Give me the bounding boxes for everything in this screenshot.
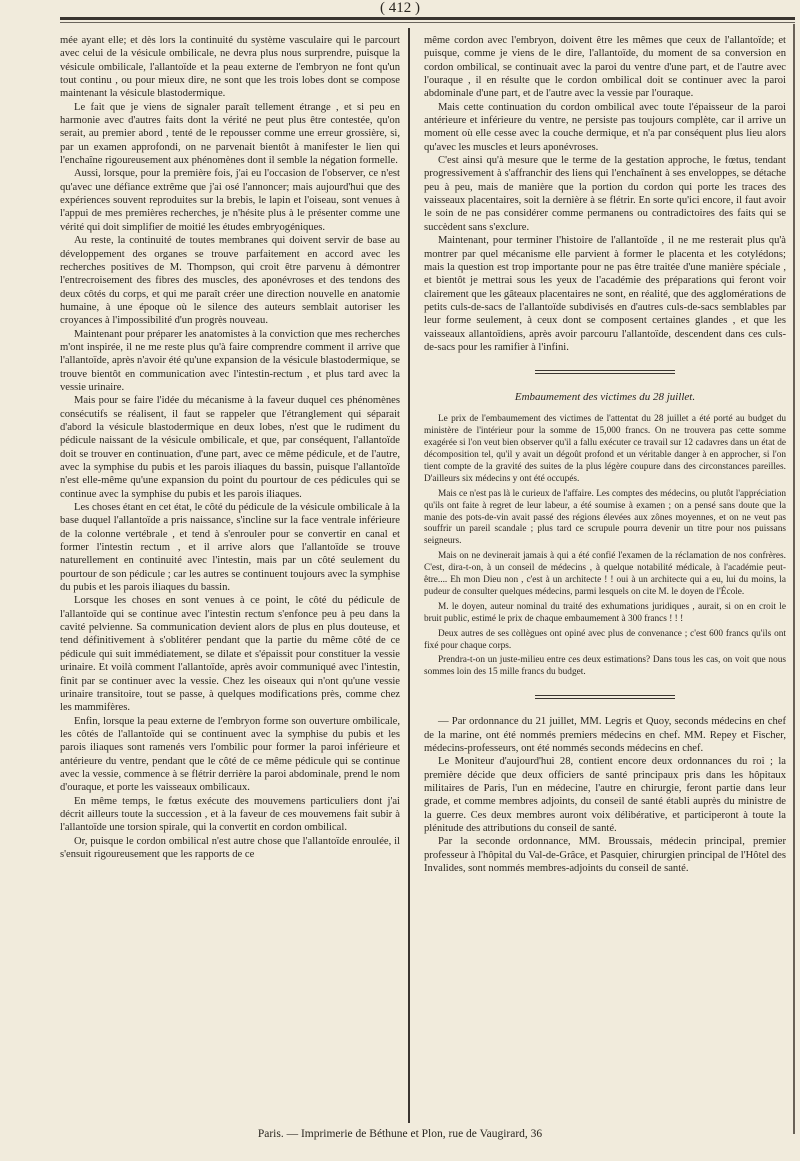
right-paragraph: Mais cette continuation du cordon ombilical avec toute l'épaisseur de la paroi antérieure et inférieure du ventre, ne persiste pas toujours complète, car il arrive un moment où elle cesse avec la couche dermique, et n'a par conséquent plus lieu alors qu'avec les muscles et leurs aponévroses. [424,101,786,153]
right-paragraph: C'est ainsi qu'à mesure que le terme de la gestation approche, le fœtus, tendant progressivement à s'affranchir des liens qui l'enchaînent à ses enveloppes, se détache peu à peu, mais de manière que la portion du cordon qui porte les traces des vaisseaux placentaires, soit la dernière à se flétrir. En sorte qu'ici encore, il faut avoir le soin de ne pas considérer comme permanens ou contradictoires des faits qui se succèdent sans s'exclure. [424,155,786,233]
header-rule-thin [60,22,795,23]
header-rule [60,17,795,20]
small-paragraph: Prendra-t-on un juste-milieu entre ces deux estimations? Dans tous les cas, on voit que nous sommes loin des 15 mille francs du budget. [424,655,786,678]
small-paragraph: M. le doyen, auteur nominal du traité des exhumations juridiques , aurait, si on en croit le bruit public, estimé le prix de chaque embaumement à 300 francs ! ! ! [424,601,786,624]
right-column [424,34,786,875]
page-number: ( 412 ) [380,0,420,16]
news-paragraph: — Par ordonnance du 21 juillet, MM. Legris et Quoy, seconds médecins en chef de la marine, ont été nommés premiers médecins en chef. MM. Repey et Fischer, médecins-professeurs, ont été nommés seconds médecins en chef. [424,716,786,754]
left-paragraph: Enfin, lorsque la peau externe de l'embryon forme son ouverture ombilicale, les côtés de l'allantoïde qui se continuent avec la symphise du pubis et les parois iliaques sont ramenés vers l'ombilic pour former la paroi inférieure et antérieure du ventre, pendant que le côté de ce même pédicule qui se continue avec la vessie, commence à se flétrir derrière la paroi abdominale, prend le nom d'ouraque, et porte les vaisseaux ombilicaux. [60,715,400,794]
news-items [424,715,786,875]
right-paragraph: Maintenant, pour terminer l'histoire de l'allantoïde , il ne me resterait plus qu'à montrer par quel mécanisme elle parvient à former le placenta et les cotylédons; mais la question est trop importante pour ne pas être traitée d'une manière spéciale , et bientôt je mettrai sous les yeux de l'académie des préparations qui feront voir clairement que les gâteaux placentaires ne sont, en réalité, que des agglomérations de petits culs-de-sacs de l'allantoïde subdivisés en d'autres culs-de-sacs semblables par leur forme seulement, à ceux dont se composent certaines glandes , et que les vaisseaux allantoïdiens, après avoir parcouru l'allantoïde, descendent dans ces culs-de-sacs pour les ramifier à l'infini. [424,235,786,353]
left-paragraph: Maintenant pour préparer les anatomistes à la conviction que mes recherches m'ont inspirée, il ne me reste plus qu'à faire comprendre comment il arrive que l'allantoïde, après n'avoir été qu'une expansion de la vésicule blastodermique, se trouve bientôt en communication avec l'intestin-rectum , et plus tard avec la vessie urinaire. [60,328,400,393]
small-paragraph: Mais ce n'est pas là le curieux de l'affaire. Les comptes des médecins, ou plutôt l'appréciation qu'ils ont faite à regret de leur labeur, a été soumise à examen ; on a pensé sans doute que la manie des pots-de-vin avait passé des régions élevées aux zônes moyennes, et on ne veut pas souffrir un pareil scandale ; plus tard ce scrupule pourra devenir un titre pour nos puissans seigneurs. [424,488,786,547]
left-paragraph: En même temps, le fœtus exécute des mouvemens particuliers dont j'ai décrit ailleurs toute la succession , et à la faveur de ces mouvemens fait subir à l'allantoïde une torsion spirale, qui la convertit en cordon ombilical. [60,795,400,834]
right-paragraph: même cordon avec l'embryon, doivent être les mêmes que ceux de l'allantoïde; et puisque, comme je viens de le dire, l'allantoïde, du moment de sa conversion en cordon ombilical, se continuait avec la paroi du ventre d'une part, et de l'autre avec l'ouraque , il en résulte que le cordon ombilical doit se continuer avec la paroi abdominale d'une part, et de l'autre avec la vessie par l'ouraque. [424,35,786,100]
news-paragraph: Par la seconde ordonnance, MM. Broussais, médecin principal, premier professeur à l'hôpital du Val-de-Grâce, et Pasquier, chirurgien principal de l'Hôtel des Invalides, sont nommés membres-adjoints du conseil de santé. [424,836,786,875]
section-separator [535,695,675,699]
small-paragraph: Le prix de l'embaumement des victimes de l'attentat du 28 juillet a été porté au budget du ministère de l'intérieur pour la somme de 15,000 francs. On ne trouvera pas cette somme exagérée si l'on veut bien observer qu'il a fallu exécuter ce travail sur 12 cadavres dans un état de décomposition tel, qu'il y avait un dégoût profond et un véritable danger à en approcher, si l'on tient compte de la gravité des suites de la plus légère coupure dans des circonstances pareilles. D'ailleurs six médecins y ont été occupés. [424,414,786,484]
page-edge [793,24,795,1134]
left-paragraph: Aussi, lorsque, pour la première fois, j'ai eu l'occasion de l'observer, ce n'est qu'avec une défiance extrême que j'ai osé l'annoncer; mais aujourd'hui que des expériences souvent reproduites sur la brebis, le lapin et l'oiseau, sont venues à l'appui de mes premières recherches, je n'hésite plus à le présenter comme une vérité qui doit simplifier de moitié les études embryogéniques. [60,168,400,233]
embalming-article [424,414,786,679]
section-separator [535,370,675,374]
left-paragraph: Le fait que je viens de signaler paraît tellement étrange , et si peu en harmonie avec d'autres faits dont la vérité ne peut plus être contestée, qu'on serait, au premier abord , tenté de le repousser comme une erreur grossière, si, par un examen approfondi, on ne parvenait bientôt à manifester le lien qui l'enchaîne rigoureusement aux phénomènes dont il semble la négation formelle. [60,101,400,167]
column-divider [408,28,410,1123]
left-paragraph: Or, puisque le cordon ombilical n'est autre chose que l'allantoïde enroulée, il s'ensuit rigoureusement que les rapports de ce [60,835,400,860]
left-column [60,34,400,861]
news-paragraph: Le Moniteur d'aujourd'hui 28, contient encore deux ordonnances du roi ; la première décide que deux officiers de santé principaux pris dans les hôpitaux militaires de Paris, l'un en médecine, l'autre en chirurgie, feront partie dans leur grade, et comme membres adjoints, du conseil de santé établi auprès du ministre de la guerre. Ces deux membres auront voix délibérative, et participeront à toute la plénitude des attributions du conseil de santé. [424,756,786,835]
small-paragraph: Mais on ne devinerait jamais à qui a été confié l'examen de la réclamation de nos confrères. C'est, dira-t-on, à un conseil de médecins , à quelque notabilité médicale, à l'académie peut-être.... Eh mon Dieu non , c'est à un architecte ! ! oui à un architecte qui a eu, lui du moins, la pudeur de consulter quelques médecins, parmi lesquels on cite M. le doyen de l'École. [424,551,786,597]
printer-footer: Paris. — Imprimerie de Béthune et Plon, rue de Vaugirard, 36 [257,1128,543,1140]
left-paragraph: mée ayant elle; et dès lors la continuité du système vasculaire qui le parcourt avec celui de la vésicule ombilicale, ne devra plus nous surprendre, puisque la vésicule ombilicale, l'allantoïde et la peau externe de l'embryon ne font qu'un tout continu , ou pour mieux dire, ne sont que les trois lobes dont se compose maintenant la vésicule blastodermique. [60,35,400,100]
small-paragraph: Deux autres de ses collègues ont opiné avec plus de convenance ; c'est 600 francs qu'ils ont fixé pour chaque corps. [424,628,786,651]
left-paragraph: Lorsque les choses en sont venues à ce point, le côté du pédicule de l'allantoïde qui se continue avec l'intestin rectum s'enfonce peu à peu dans la cavité pelvienne. Sa communication devient alors de plus en plus douteuse, et tend définitivement à s'oblitérer pendant que la partie du même côté de ce pédicule qui suit immédiatement, se dilate et s'épaissit pour constituer la vessie urinaire. Et voilà comment l'allantoïde, après avoir communiqué avec l'intestin, finit par se continuer avec la vessie. Chez les oiseaux qui n'ont qu'une vessie urinaire transitoire, tout se passe, à quelques modifications près, comme chez les mammifères. [60,595,400,714]
left-paragraph: Au reste, la continuité de toutes membranes qui doivent servir de base au développement des organes se trouve parfaitement en accord avec les recherches positives de M. Thompson, qui croit être parvenu à démontrer l'entrecroisement des fibres des muscles, des aponévroses et des tendons des deux côtés du corps, et qui me paraît créer une direction nouvelle en anatomie humaine, à une époque où le silence des auteurs semblait autoriser les croyances à l'impossibilité d'un progrès nouveau. [60,235,400,327]
section-title: Embaumement des victimes du 28 juillet. [514,391,696,404]
left-paragraph: Les choses étant en cet état, le côté du pédicule de la vésicule ombilicale à la base duquel l'allantoïde a pris naissance, s'incline sur la face ventrale inférieure de la colonne vertébrale , et tend à s'enrouler pour se convertir en canal et former l'intestin rectum , et il arrive alors que l'allantoïde se trouve naturellement en continuité avec l'intestin, mais par un côté seulement du pourtour de son pédicule ; car les autres se continuent toujours avec la symphise du pubis et les parois iliaques du bassin. [60,502,400,594]
left-paragraph: Mais pour se faire l'idée du mécanisme à la faveur duquel ces phénomènes consécutifs se réalisent, il faut se rappeler que l'étranglement qui séparait d'abord la vésicule blastodermique en deux lobes, n'est que le rudiment du pédicule naissant de la vésicule ombilicale, et que, par conséquent, l'allantoïde doit se trouver en continuation, d'une part, avec ce même pédicule, et de l'autre, avec la symphise du pubis et les parois iliaques du bassin, puisque l'allantoïde n'est elle-même qu'une expansion du point du pourtour de ces pédicules qui se continue avec la symphise du pubis et les parois iliaques. [60,395,400,500]
article-continuation [424,34,786,354]
